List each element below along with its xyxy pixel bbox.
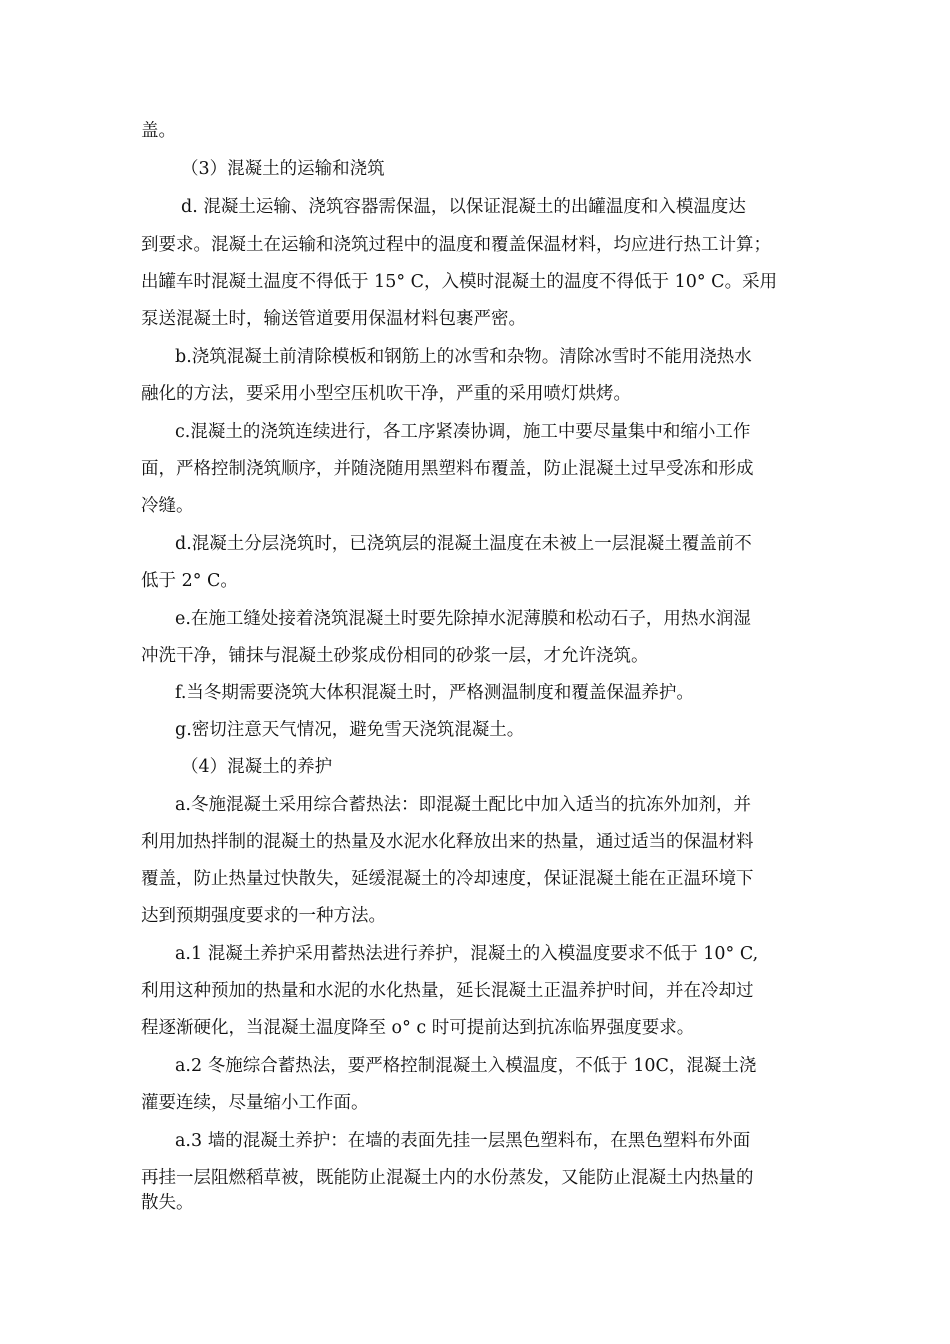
text-line: 散失。 xyxy=(141,1193,194,1213)
text-line: 覆盖，防止热量过快散失，延缓混凝土的冷却速度，保证混凝土能在正温环境下 xyxy=(141,869,754,889)
text-line: 达到预期强度要求的一种方法。 xyxy=(141,906,386,926)
text-line: a.3 墙的混凝土养护：在墙的表面先挂一层黑色塑料布，在黑色塑料布外面 xyxy=(175,1131,751,1151)
text-line: a.冬施混凝土采用综合蓄热法：即混凝土配比中加入适当的抗冻外加剂，并 xyxy=(175,795,751,815)
text-line: 冲洗干净，铺抹与混凝土砂浆成份相同的砂浆一层，才允许浇筑。 xyxy=(141,646,649,666)
text-line: g.密切注意天气情况，避免雪天浇筑混凝土。 xyxy=(175,720,525,740)
text-line: 低于 2° C。 xyxy=(141,571,238,591)
text-line: 到要求。混凝土在运输和浇筑过程中的温度和覆盖保温材料，均应进行热工计算； xyxy=(141,235,771,255)
text-line: 盖。 xyxy=(141,121,176,141)
text-line: 面，严格控制浇筑顺序，并随浇随用黑塑料布覆盖，防止混凝土过早受冻和形成 xyxy=(141,459,754,479)
text-line: 程逐渐硬化，当混凝土温度降至 o° c 时可提前达到抗冻临界强度要求。 xyxy=(141,1018,695,1038)
text-line: 灌要连续，尽量缩小工作面。 xyxy=(141,1093,369,1113)
section-heading: （3）混凝土的运输和浇筑 xyxy=(181,159,385,179)
text-line: f.当冬期需要浇筑大体积混凝土时，严格测温制度和覆盖保温养护。 xyxy=(175,683,694,703)
text-line: d. 混凝土运输、浇筑容器需保温，以保证混凝土的出罐温度和入模温度达 xyxy=(181,197,746,217)
text-line: 利用这种预加的热量和水泥的水化热量，延长混凝土正温养护时间，并在冷却过 xyxy=(141,981,754,1001)
text-line: 融化的方法，要采用小型空压机吹干净，严重的采用喷灯烘烤。 xyxy=(141,384,631,404)
section-heading: （4）混凝土的养护 xyxy=(181,757,333,777)
text-line: 再挂一层阻燃稻草被，既能防止混凝土内的水份蒸发，又能防止混凝土内热量的 xyxy=(141,1168,754,1188)
text-line: a.2 冬施综合蓄热法，要严格控制混凝土入模温度，不低于 10C，混凝土浇 xyxy=(175,1056,757,1076)
text-line: 利用加热拌制的混凝土的热量及水泥水化释放出来的热量，通过适当的保温材料 xyxy=(141,832,754,852)
text-line: e.在施工缝处接着浇筑混凝土时要先除掉水泥薄膜和松动石子，用热水润湿 xyxy=(175,609,751,629)
text-line: c.混凝土的浇筑连续进行，各工序紧凑协调，施工中要尽量集中和缩小工作 xyxy=(175,422,751,442)
text-line: b.浇筑混凝土前清除模板和钢筋上的冰雪和杂物。清除冰雪时不能用浇热水 xyxy=(175,347,752,367)
text-line: 泵送混凝土时，输送管道要用保温材料包裹严密。 xyxy=(141,309,526,329)
text-line: 冷缝。 xyxy=(141,496,194,516)
text-line: 出罐车时混凝土温度不得低于 15° C，入模时混凝土的温度不得低于 10° C。采用 xyxy=(141,272,778,292)
text-line: a.1 混凝土养护采用蓄热法进行养护，混凝土的入模温度要求不低于 10° C, xyxy=(175,944,759,964)
text-line: d.混凝土分层浇筑时，已浇筑层的混凝土温度在未被上一层混凝土覆盖前不 xyxy=(175,534,752,554)
